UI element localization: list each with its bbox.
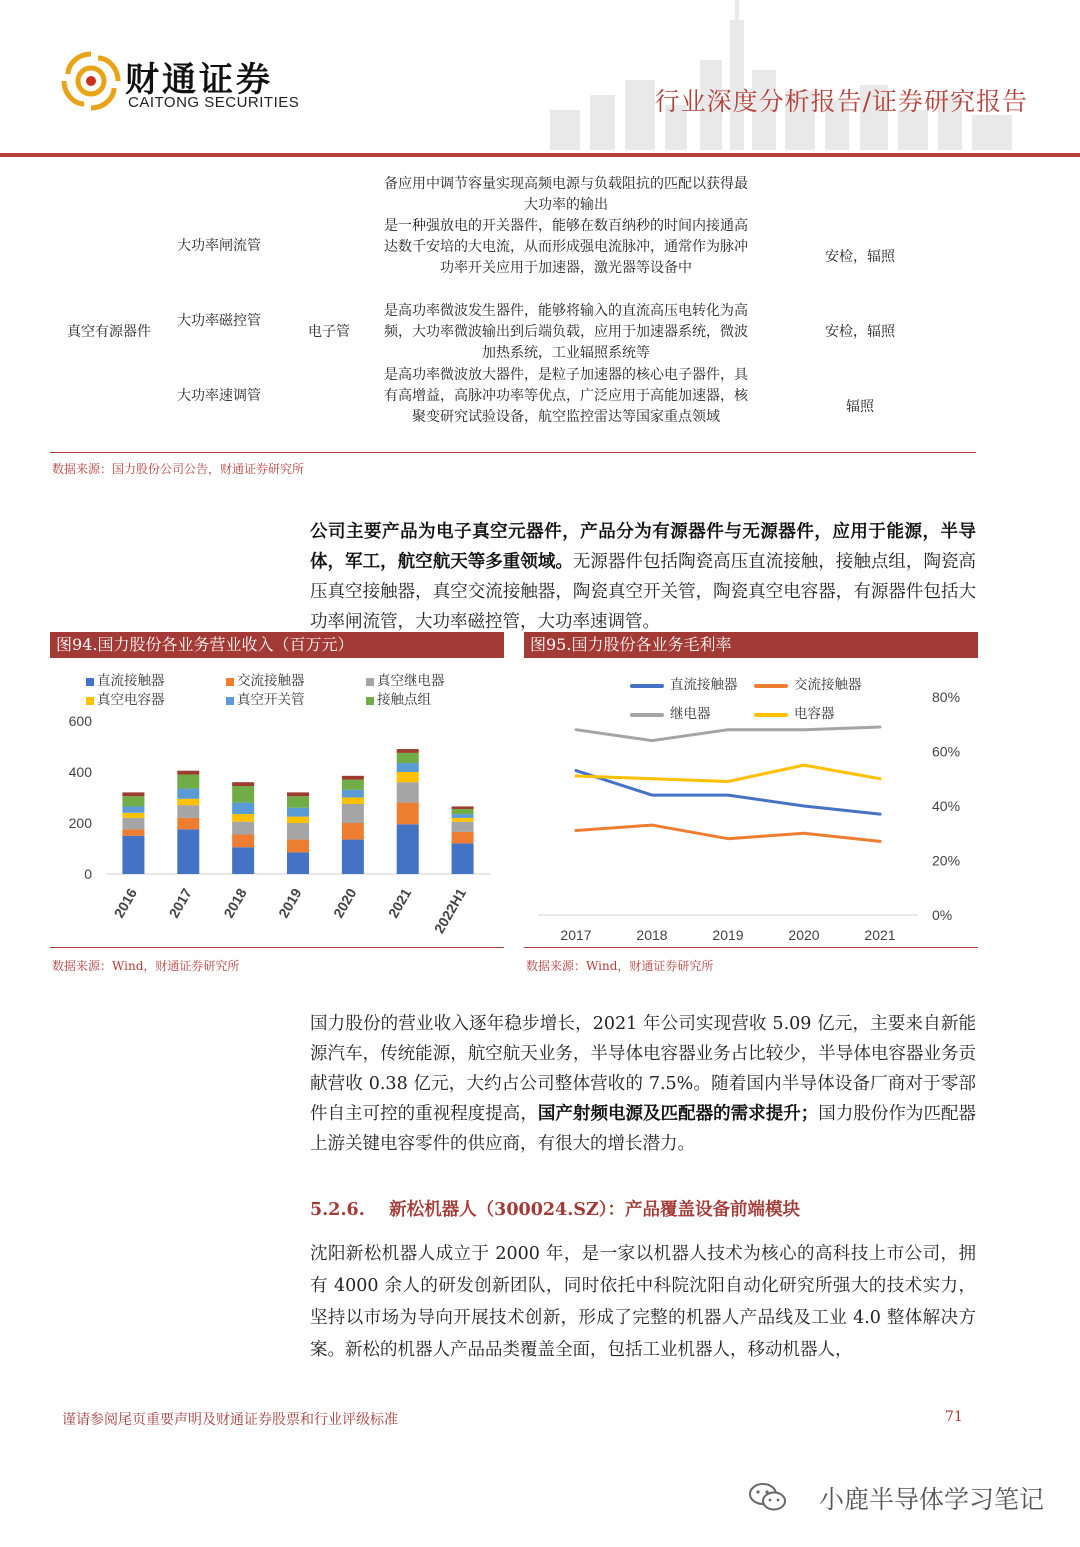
legend-swatch-icon bbox=[366, 697, 374, 705]
bar-segment bbox=[397, 824, 419, 874]
caitong-logo-icon bbox=[60, 50, 122, 112]
legend-swatch-icon bbox=[226, 697, 234, 705]
x-tick-label: 2019 bbox=[275, 885, 305, 921]
bar-segment bbox=[452, 822, 474, 832]
table-row-name: 大功率速调管 bbox=[177, 388, 261, 404]
bar-segment bbox=[122, 792, 144, 796]
table-bottom-rule bbox=[50, 452, 976, 453]
bar-segment bbox=[232, 834, 254, 847]
bar-segment bbox=[287, 792, 309, 796]
y-tick-label: 400 bbox=[68, 764, 92, 780]
revenue-paragraph-tail: 国力股份作为匹配器上游关键电容零件的供应商，有很大的增长潜力。 bbox=[310, 1104, 977, 1154]
table-type-cell: 电子管 bbox=[308, 324, 350, 340]
bar-segment bbox=[452, 814, 474, 818]
fig94-legend-item: 接触点组 bbox=[366, 688, 431, 708]
bar-segment bbox=[232, 814, 254, 822]
bar-segment bbox=[397, 749, 419, 753]
y-tick-label: 0% bbox=[932, 907, 953, 923]
fig94-source: 数据来源：Wind，财通证券研究所 bbox=[52, 959, 240, 973]
revenue-paragraph-normal: 国力股份的营业收入逐年稳步增长，2021 年公司实现营收 5.09 亿元，主要来自新能源汽车，传统能源，航空航天业务，半导体电容器业务占比较少，半导体电容器业务贡献营收 0.38 亿元，大约占公司整体营收的 7.5%。随着国内半导体设备厂商对于零部件自主可控的重视程度提高， bbox=[310, 1014, 976, 1124]
page-number: 71 bbox=[945, 1409, 963, 1425]
legend-swatch-icon bbox=[226, 678, 234, 686]
table-row-name: 大功率磁控管 bbox=[177, 313, 261, 329]
x-tick-label: 2020 bbox=[788, 927, 820, 943]
bar-segment bbox=[452, 818, 474, 822]
table-category-cell: 真空有源器件 bbox=[67, 324, 151, 340]
bar-segment bbox=[122, 806, 144, 812]
bar-segment bbox=[287, 817, 309, 823]
bar-segment bbox=[122, 836, 144, 874]
bar-segment bbox=[232, 847, 254, 874]
city-skyline-graphic bbox=[520, 0, 1040, 150]
intro-paragraph-normal: 无源器件包括陶瓷高压直流接触，接触点组，陶瓷高压真空接触器，真空交流接触器，陶瓷真空开关管，陶瓷真空电容器，有源器件包括大功率闸流管，大功率磁控管，大功率速调管。 bbox=[310, 552, 976, 632]
fig95-line-chart bbox=[524, 680, 978, 945]
bar-segment bbox=[397, 782, 419, 802]
x-tick-label: 2018 bbox=[220, 885, 250, 921]
bar-segment bbox=[342, 840, 364, 874]
intro-paragraph-bold: 公司主要产品为电子真空元器件，产品分为有源器件与无源器件，应用于能源，半导体，军工，航空航天等多重领域。 bbox=[310, 522, 976, 572]
x-tick-label: 2017 bbox=[165, 885, 195, 921]
bar-segment bbox=[452, 806, 474, 809]
bar-segment bbox=[397, 763, 419, 772]
table-row-desc: 是高功率微波放大器件，是粒子加速器的核心电子器件，具有高增益，高脉冲功率等优点，广泛应用于高能加速器，核聚变研究试验设备，航空监控雷达等国家重点领域 bbox=[384, 367, 748, 425]
bar-segment bbox=[122, 813, 144, 818]
table-row-app: 辐照 bbox=[846, 399, 874, 415]
fig95-bottom-rule bbox=[524, 947, 978, 948]
bar-segment bbox=[177, 805, 199, 818]
siasun-paragraph: 沈阳新松机器人成立于 2000 年，是一家以机器人技术为核心的高科技上市公司，拥有 4000 余人的研发创新团队，同时依托中科院沈阳自动化研究所强大的技术实力，坚持以市场为导向开展技术创新，形成了完整的机器人产品线及工业 4.0 整体解决方案。新松的机器人产品品类覆盖全面，包括工业机器人，移动机器人， bbox=[310, 1244, 976, 1360]
y-tick-label: 600 bbox=[68, 713, 92, 729]
table-row-desc: 是高功率微波发生器件，能够将输入的直流高压电转化为高频，大功率微波输出到后端负载，应用于加速器系统，微波加热系统，工业辐照系统等 bbox=[384, 303, 748, 361]
fig95-source: 数据来源：Wind，财通证券研究所 bbox=[526, 959, 714, 973]
footer-disclaimer: 谨请参阅尾页重要声明及财通证券股票和行业评级标准 bbox=[62, 1412, 398, 1428]
table-intro-text: 备应用中调节容量实现高频电源与负载阻抗的匹配以获得最大功率的输出 bbox=[384, 176, 748, 213]
table-row-name: 大功率闸流管 bbox=[177, 238, 261, 254]
bar-segment bbox=[177, 829, 199, 874]
legend-swatch-icon bbox=[366, 678, 374, 686]
bar-segment bbox=[342, 823, 364, 840]
logo-english-name: CAITONG SECURITIES bbox=[128, 94, 300, 111]
x-tick-label: 2016 bbox=[110, 885, 141, 921]
fig94-title: 图94.国力股份各业务营业收入（百万元） bbox=[50, 632, 504, 658]
section-heading: 5.2.6. 新松机器人（300024.SZ）：产品覆盖设备前端模块 bbox=[310, 1200, 800, 1220]
x-tick-label: 2020 bbox=[330, 885, 360, 921]
bar-segment bbox=[232, 786, 254, 803]
watermark-text: 小鹿半导体学习笔记 bbox=[818, 1485, 1044, 1514]
series-line bbox=[576, 825, 880, 841]
header-divider bbox=[0, 153, 1080, 157]
bar-segment bbox=[232, 803, 254, 814]
bar-segment bbox=[287, 823, 309, 840]
bar-segment bbox=[452, 832, 474, 843]
fig95-legend-item: 电容器 bbox=[754, 702, 835, 722]
bar-segment bbox=[397, 803, 419, 825]
x-tick-label: 2019 bbox=[712, 927, 744, 943]
fig94-legend-item: 真空继电器 bbox=[366, 669, 445, 689]
fig95-legend-item: 继电器 bbox=[630, 702, 711, 722]
bar-segment bbox=[287, 840, 309, 853]
x-tick-label: 2018 bbox=[636, 927, 668, 943]
bar-segment bbox=[342, 790, 364, 798]
legend-swatch-icon bbox=[86, 678, 94, 686]
fig95-title: 图95.国力股份各业务毛利率 bbox=[524, 632, 978, 658]
fig94-legend-item: 真空开关管 bbox=[226, 688, 305, 708]
y-tick-label: 20% bbox=[932, 852, 961, 869]
table-row-desc: 是一种强放电的开关器件，能够在数百纳秒的时间内接通高达数千安培的大电流，从而形成强电流脉冲，通常作为脉冲功率开关应用于加速器，激光器等设备中 bbox=[384, 218, 748, 276]
bar-segment bbox=[397, 753, 419, 763]
bar-segment bbox=[177, 789, 199, 799]
bar-segment bbox=[452, 809, 474, 814]
x-tick-label: 2022H1 bbox=[430, 885, 470, 936]
revenue-paragraph bbox=[310, 1009, 976, 1159]
fig95-legend-item: 直流接触器 bbox=[630, 673, 738, 693]
bar-segment bbox=[342, 804, 364, 823]
wechat-icon bbox=[748, 1481, 788, 1513]
bar-segment bbox=[397, 772, 419, 782]
bar-segment bbox=[452, 843, 474, 874]
series-line bbox=[576, 727, 880, 741]
table-row-app: 安检，辐照 bbox=[825, 324, 895, 340]
bar-segment bbox=[177, 771, 199, 775]
bar-segment bbox=[342, 780, 364, 790]
bar-segment bbox=[287, 852, 309, 874]
bar-segment bbox=[177, 818, 199, 829]
legend-swatch-icon bbox=[86, 697, 94, 705]
series-line bbox=[576, 765, 880, 781]
y-tick-label: 40% bbox=[932, 798, 961, 814]
y-tick-label: 60% bbox=[932, 743, 961, 760]
fig94-legend-item: 真空电容器 bbox=[86, 688, 165, 708]
y-tick-label: 0 bbox=[84, 866, 92, 882]
y-tick-label: 200 bbox=[68, 815, 92, 831]
report-title: 行业深度分析报告/证券研究报告 bbox=[654, 87, 1028, 116]
fig95-legend-item: 交流接触器 bbox=[754, 673, 862, 693]
fig94-stacked-bar-chart bbox=[50, 705, 504, 945]
y-tick-label: 80% bbox=[932, 689, 961, 705]
x-tick-label: 2021 bbox=[864, 927, 896, 943]
fig94-bottom-rule bbox=[50, 947, 504, 948]
bar-segment bbox=[122, 818, 144, 829]
revenue-paragraph-bold: 国产射频电源及匹配器的需求提升； bbox=[537, 1104, 819, 1124]
bar-segment bbox=[177, 775, 199, 789]
bar-segment bbox=[122, 829, 144, 835]
bar-segment bbox=[287, 796, 309, 807]
table-row-app: 安检，辐照 bbox=[825, 249, 895, 265]
intro-paragraph bbox=[310, 517, 976, 637]
bar-segment bbox=[177, 799, 199, 805]
bar-segment bbox=[342, 776, 364, 780]
bar-segment bbox=[232, 782, 254, 786]
fig94-legend-item: 直流接触器 bbox=[86, 669, 165, 689]
bar-segment bbox=[122, 796, 144, 806]
bar-segment bbox=[232, 822, 254, 835]
logo-chinese-name: 财通证券 bbox=[125, 60, 273, 100]
bar-segment bbox=[342, 798, 364, 804]
table-source: 数据来源：国力股份公司公告，财通证券研究所 bbox=[52, 462, 305, 476]
bar-segment bbox=[287, 808, 309, 817]
x-tick-label: 2021 bbox=[384, 885, 415, 921]
fig94-legend-item: 交流接触器 bbox=[226, 669, 305, 689]
x-tick-label: 2017 bbox=[560, 927, 592, 943]
